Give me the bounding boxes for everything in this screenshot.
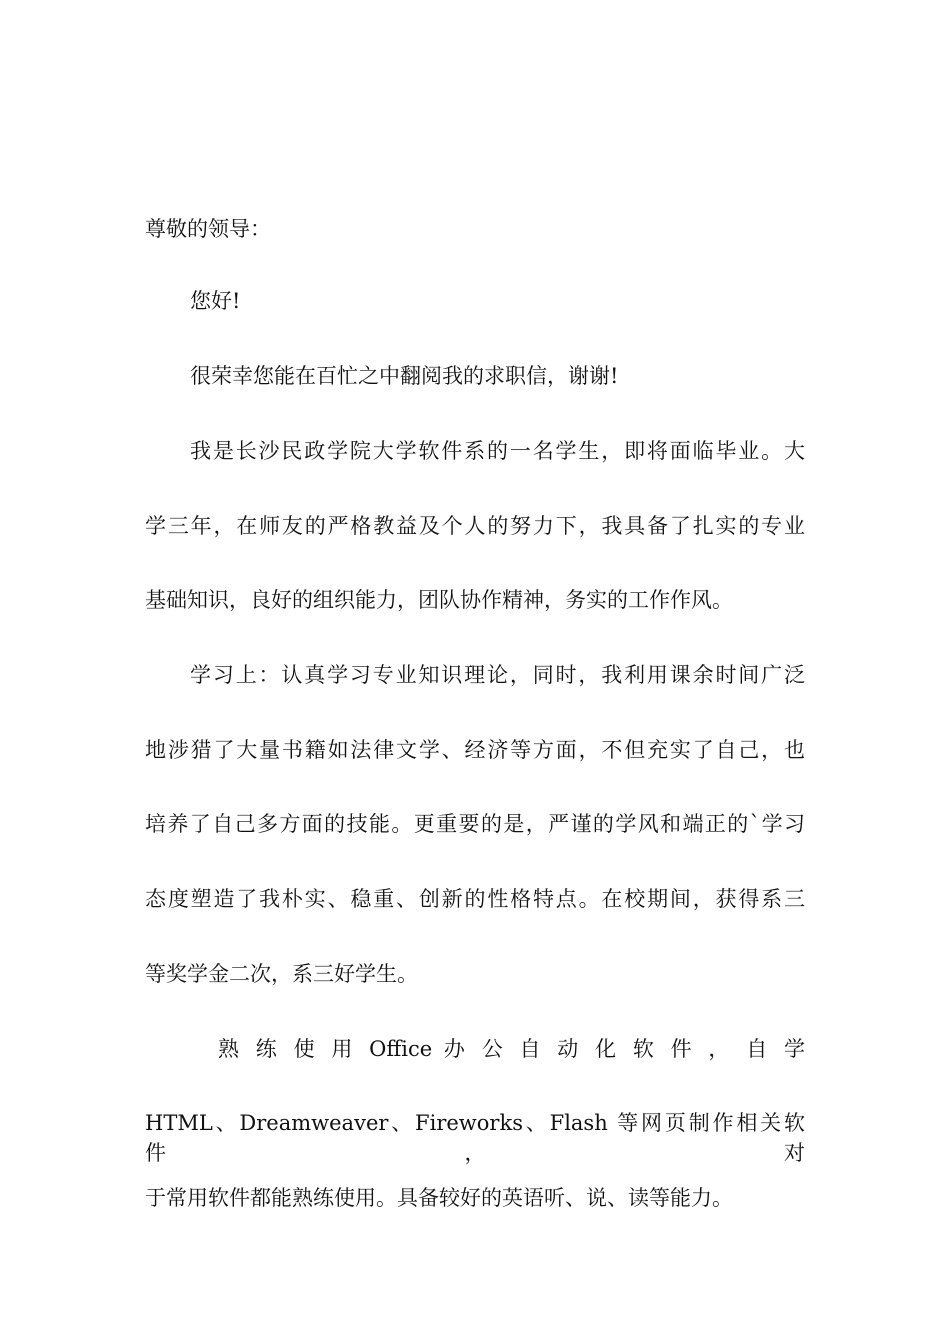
paragraph3-line-2: HTML、Dreamweaver、Fireworks、Flash 等网页制作相关软件，对 <box>145 1111 805 1165</box>
paragraph1-line-2: 学三年，在师友的严格教益及个人的努力下，我具备了扎实的专业 <box>145 514 805 538</box>
paragraph2-line-1: 学习上：认真学习专业知识理论，同时，我利用课余时间广泛 <box>190 663 805 687</box>
intro-line: 很荣幸您能在百忙之中翻阅我的求职信，谢谢! <box>190 364 619 388</box>
paragraph2-line-4: 态度塑造了我朴实、稳重、创新的性格特点。在校期间，获得系三 <box>145 887 805 911</box>
paragraph3-line-1: 熟 练 使 用 Office 办 公 自 动 化 软 件 ， 自 学 <box>218 1037 805 1061</box>
paragraph2-line-2: 地涉猎了大量书籍如法律文学、经济等方面，不但充实了自己，也 <box>145 738 805 762</box>
greeting-line: 您好! <box>190 289 241 313</box>
salutation-line: 尊敬的领导： <box>145 217 271 241</box>
paragraph2-line-3: 培养了自己多方面的技能。更重要的是，严谨的学风和端正的`学习 <box>145 812 805 836</box>
paragraph3-line-3: 于常用软件都能熟练使用。具备较好的英语听、说、读等能力。 <box>145 1186 733 1210</box>
paragraph1-line-1: 我是长沙民政学院大学软件系的一名学生，即将面临毕业。大 <box>190 439 805 463</box>
paragraph1-line-3: 基础知识，良好的组织能力，团队协作精神，务实的工作作风。 <box>145 588 733 612</box>
paragraph2-line-5: 等奖学金二次，系三好学生。 <box>145 962 418 986</box>
